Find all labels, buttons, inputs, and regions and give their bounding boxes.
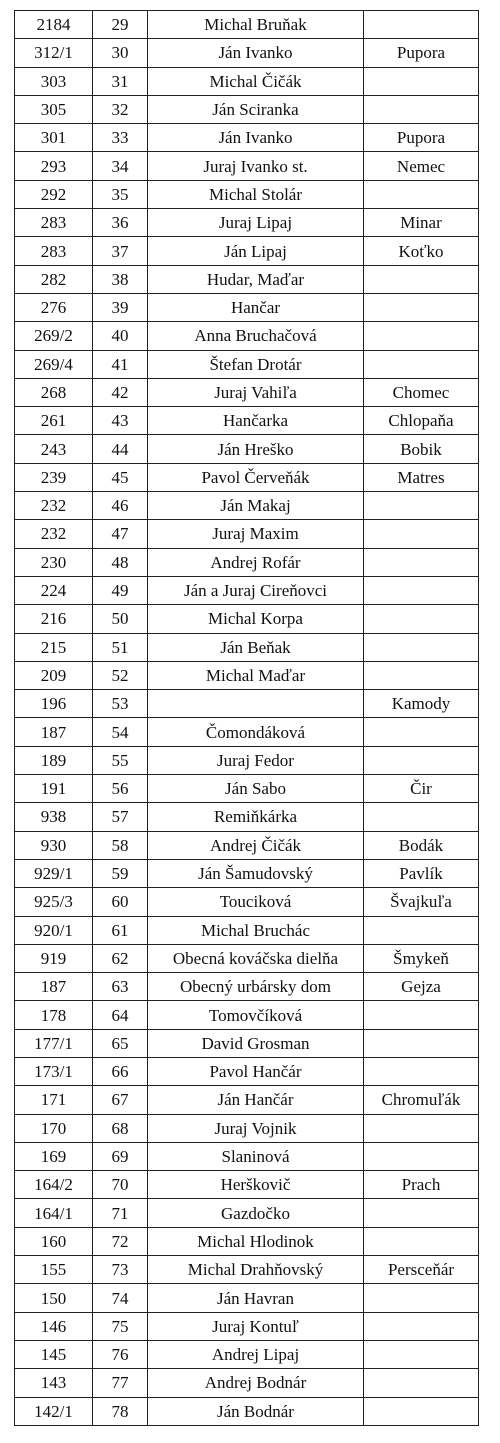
owner-name-cell: Obecná kováčska dielňa (148, 944, 364, 972)
plot-number-cell: 170 (15, 1114, 93, 1142)
owner-name-cell: Michal Stolár (148, 180, 364, 208)
table-row (15, 293, 479, 321)
owner-name-cell: Štefan Drotár (148, 350, 364, 378)
house-number-cell: 60 (93, 888, 148, 916)
plot-number-cell: 216 (15, 605, 93, 633)
table-row (15, 67, 479, 95)
owner-name-cell: Juraj Fedor (148, 746, 364, 774)
nickname-cell (364, 67, 479, 95)
plot-number-cell: 232 (15, 492, 93, 520)
house-number-cell: 47 (93, 520, 148, 548)
owner-name-cell: Ján Ivanko (148, 39, 364, 67)
records-table-body (15, 11, 479, 1426)
owner-name-cell: Ján Bodnár (148, 1397, 364, 1425)
nickname-cell: Gejza (364, 973, 479, 1001)
plot-number-cell: 301 (15, 124, 93, 152)
house-number-cell: 75 (93, 1312, 148, 1340)
house-number-cell: 71 (93, 1199, 148, 1227)
plot-number-cell: 919 (15, 944, 93, 972)
house-number-cell: 43 (93, 407, 148, 435)
house-number-cell: 65 (93, 1029, 148, 1057)
house-number-cell: 48 (93, 548, 148, 576)
plot-number-cell: 160 (15, 1227, 93, 1255)
table-row (15, 775, 479, 803)
plot-number-cell: 142/1 (15, 1397, 93, 1425)
owner-name-cell: Pavol Červeňák (148, 463, 364, 491)
table-row (15, 1001, 479, 1029)
table-row (15, 1086, 479, 1114)
table-row (15, 322, 479, 350)
plot-number-cell: 187 (15, 718, 93, 746)
table-row (15, 1029, 479, 1057)
nickname-cell (364, 293, 479, 321)
table-row (15, 95, 479, 123)
plot-number-cell: 292 (15, 180, 93, 208)
owner-name-cell: Andrej Bodnár (148, 1369, 364, 1397)
nickname-cell: Prach (364, 1171, 479, 1199)
house-number-cell: 74 (93, 1284, 148, 1312)
house-number-cell: 57 (93, 803, 148, 831)
nickname-cell: Bodák (364, 831, 479, 859)
table-row (15, 463, 479, 491)
house-number-cell: 69 (93, 1142, 148, 1170)
table-row (15, 407, 479, 435)
house-number-cell: 50 (93, 605, 148, 633)
house-number-cell: 62 (93, 944, 148, 972)
plot-number-cell: 230 (15, 548, 93, 576)
plot-number-cell: 2184 (15, 11, 93, 39)
house-number-cell: 36 (93, 209, 148, 237)
nickname-cell (364, 1029, 479, 1057)
table-row (15, 803, 479, 831)
plot-number-cell: 269/2 (15, 322, 93, 350)
nickname-cell (364, 1001, 479, 1029)
house-number-cell: 46 (93, 492, 148, 520)
table-row (15, 520, 479, 548)
nickname-cell: Persceňár (364, 1256, 479, 1284)
nickname-cell (364, 605, 479, 633)
nickname-cell (364, 492, 479, 520)
owner-name-cell: Michal Čičák (148, 67, 364, 95)
nickname-cell: Švajkuľa (364, 888, 479, 916)
table-row (15, 152, 479, 180)
table-row (15, 435, 479, 463)
house-number-cell: 31 (93, 67, 148, 95)
table-row (15, 350, 479, 378)
nickname-cell: Pupora (364, 39, 479, 67)
plot-number-cell: 155 (15, 1256, 93, 1284)
table-row (15, 237, 479, 265)
plot-number-cell: 920/1 (15, 916, 93, 944)
owner-name-cell: Herškovič (148, 1171, 364, 1199)
house-number-cell: 39 (93, 293, 148, 321)
owner-name-cell: Michal Korpa (148, 605, 364, 633)
plot-number-cell: 164/2 (15, 1171, 93, 1199)
table-row (15, 1114, 479, 1142)
nickname-cell (364, 633, 479, 661)
nickname-cell (364, 1142, 479, 1170)
plot-number-cell: 191 (15, 775, 93, 803)
nickname-cell: Bobik (364, 435, 479, 463)
nickname-cell (364, 520, 479, 548)
owner-name-cell: Ján Ivanko (148, 124, 364, 152)
plot-number-cell: 269/4 (15, 350, 93, 378)
nickname-cell: Minar (364, 209, 479, 237)
house-number-cell: 45 (93, 463, 148, 491)
owner-name-cell: Anna Bruchačová (148, 322, 364, 350)
house-number-cell: 64 (93, 1001, 148, 1029)
table-row (15, 1199, 479, 1227)
owner-name-cell: David Grosman (148, 1029, 364, 1057)
table-row (15, 944, 479, 972)
owner-name-cell: Čomondáková (148, 718, 364, 746)
house-number-cell: 35 (93, 180, 148, 208)
nickname-cell (364, 803, 479, 831)
owner-name-cell: Juraj Lipaj (148, 209, 364, 237)
owner-name-cell: Obecný urbársky dom (148, 973, 364, 1001)
house-number-cell: 59 (93, 859, 148, 887)
house-number-cell: 44 (93, 435, 148, 463)
plot-number-cell: 209 (15, 661, 93, 689)
table-row (15, 1340, 479, 1368)
owner-name-cell: Juraj Vahiľa (148, 378, 364, 406)
table-row (15, 265, 479, 293)
house-number-cell: 70 (93, 1171, 148, 1199)
owner-name-cell: Ján Lipaj (148, 237, 364, 265)
house-number-cell: 72 (93, 1227, 148, 1255)
nickname-cell (364, 1199, 479, 1227)
nickname-cell (364, 265, 479, 293)
table-row (15, 633, 479, 661)
table-row (15, 11, 479, 39)
owner-name-cell: Gazdočko (148, 1199, 364, 1227)
plot-number-cell: 925/3 (15, 888, 93, 916)
nickname-cell: Nemec (364, 152, 479, 180)
table-row (15, 859, 479, 887)
house-number-cell: 56 (93, 775, 148, 803)
owner-name-cell: Andrej Lipaj (148, 1340, 364, 1368)
plot-number-cell: 196 (15, 690, 93, 718)
table-row (15, 1171, 479, 1199)
nickname-cell (364, 1057, 479, 1085)
table-row (15, 39, 479, 67)
plot-number-cell: 312/1 (15, 39, 93, 67)
table-row (15, 1284, 479, 1312)
owner-name-cell: Pavol Hančár (148, 1057, 364, 1085)
table-row (15, 576, 479, 604)
house-number-cell: 30 (93, 39, 148, 67)
house-number-cell: 67 (93, 1086, 148, 1114)
plot-number-cell: 189 (15, 746, 93, 774)
table-row (15, 1312, 479, 1340)
house-number-cell: 52 (93, 661, 148, 689)
plot-number-cell: 276 (15, 293, 93, 321)
house-number-cell: 58 (93, 831, 148, 859)
owner-name-cell: Juraj Kontuľ (148, 1312, 364, 1340)
nickname-cell (364, 1397, 479, 1425)
nickname-cell (364, 322, 479, 350)
table-row (15, 718, 479, 746)
nickname-cell (364, 1340, 479, 1368)
nickname-cell: Pavlík (364, 859, 479, 887)
house-number-cell: 33 (93, 124, 148, 152)
owner-name-cell: Ján Hreško (148, 435, 364, 463)
plot-number-cell: 293 (15, 152, 93, 180)
house-number-cell: 51 (93, 633, 148, 661)
table-row (15, 1142, 479, 1170)
nickname-cell: Pupora (364, 124, 479, 152)
house-number-cell: 42 (93, 378, 148, 406)
owner-name-cell: Ján Makaj (148, 492, 364, 520)
house-number-cell: 61 (93, 916, 148, 944)
plot-number-cell: 303 (15, 67, 93, 95)
plot-number-cell: 215 (15, 633, 93, 661)
table-row (15, 831, 479, 859)
owner-name-cell: Tomovčíková (148, 1001, 364, 1029)
house-number-cell: 68 (93, 1114, 148, 1142)
nickname-cell (364, 180, 479, 208)
owner-name-cell: Andrej Čičák (148, 831, 364, 859)
house-number-cell: 66 (93, 1057, 148, 1085)
plot-number-cell: 177/1 (15, 1029, 93, 1057)
owner-name-cell: Michal Hlodinok (148, 1227, 364, 1255)
table-row (15, 661, 479, 689)
owner-name-cell: Remiňkárka (148, 803, 364, 831)
house-number-cell: 40 (93, 322, 148, 350)
owner-name-cell: Hančarka (148, 407, 364, 435)
nickname-cell (364, 916, 479, 944)
house-number-cell: 63 (93, 973, 148, 1001)
nickname-cell: Koťko (364, 237, 479, 265)
house-number-cell: 38 (93, 265, 148, 293)
table-row (15, 124, 479, 152)
table-row (15, 180, 479, 208)
house-number-cell: 78 (93, 1397, 148, 1425)
owner-name-cell (148, 690, 364, 718)
owner-name-cell: Touciková (148, 888, 364, 916)
plot-number-cell: 178 (15, 1001, 93, 1029)
table-row (15, 1397, 479, 1425)
owner-name-cell: Ján Beňak (148, 633, 364, 661)
house-number-cell: 73 (93, 1256, 148, 1284)
nickname-cell: Šmykeň (364, 944, 479, 972)
plot-number-cell: 283 (15, 237, 93, 265)
house-number-cell: 34 (93, 152, 148, 180)
nickname-cell (364, 1369, 479, 1397)
house-number-cell: 55 (93, 746, 148, 774)
owner-name-cell: Slaninová (148, 1142, 364, 1170)
owner-name-cell: Hančar (148, 293, 364, 321)
plot-number-cell: 268 (15, 378, 93, 406)
house-number-cell: 76 (93, 1340, 148, 1368)
plot-number-cell: 305 (15, 95, 93, 123)
plot-number-cell: 169 (15, 1142, 93, 1170)
plot-number-cell: 187 (15, 973, 93, 1001)
house-number-cell: 37 (93, 237, 148, 265)
table-row (15, 492, 479, 520)
table-row (15, 605, 479, 633)
plot-number-cell: 929/1 (15, 859, 93, 887)
table-row (15, 209, 479, 237)
house-number-cell: 29 (93, 11, 148, 39)
house-number-cell: 49 (93, 576, 148, 604)
house-number-cell: 53 (93, 690, 148, 718)
nickname-cell (364, 548, 479, 576)
plot-number-cell: 239 (15, 463, 93, 491)
table-row (15, 973, 479, 1001)
table-row (15, 378, 479, 406)
records-table (14, 10, 479, 1426)
table-row (15, 1227, 479, 1255)
plot-number-cell: 145 (15, 1340, 93, 1368)
owner-name-cell: Juraj Vojnik (148, 1114, 364, 1142)
owner-name-cell: Michal Drahňovský (148, 1256, 364, 1284)
owner-name-cell: Ján a Juraj Cireňovci (148, 576, 364, 604)
nickname-cell (364, 576, 479, 604)
nickname-cell: Chlopaňa (364, 407, 479, 435)
plot-number-cell: 283 (15, 209, 93, 237)
plot-number-cell: 282 (15, 265, 93, 293)
house-number-cell: 54 (93, 718, 148, 746)
document-page (14, 10, 478, 1426)
table-row (15, 916, 479, 944)
plot-number-cell: 143 (15, 1369, 93, 1397)
plot-number-cell: 146 (15, 1312, 93, 1340)
nickname-cell (364, 661, 479, 689)
table-row (15, 690, 479, 718)
table-row (15, 548, 479, 576)
plot-number-cell: 224 (15, 576, 93, 604)
plot-number-cell: 171 (15, 1086, 93, 1114)
owner-name-cell: Michal Bruchác (148, 916, 364, 944)
owner-name-cell: Ján Sciranka (148, 95, 364, 123)
owner-name-cell: Ján Sabo (148, 775, 364, 803)
plot-number-cell: 261 (15, 407, 93, 435)
owner-name-cell: Michal Bruňak (148, 11, 364, 39)
owner-name-cell: Juraj Ivanko st. (148, 152, 364, 180)
nickname-cell: Matres (364, 463, 479, 491)
house-number-cell: 41 (93, 350, 148, 378)
table-row (15, 888, 479, 916)
plot-number-cell: 164/1 (15, 1199, 93, 1227)
nickname-cell (364, 746, 479, 774)
nickname-cell: Čir (364, 775, 479, 803)
nickname-cell (364, 718, 479, 746)
plot-number-cell: 938 (15, 803, 93, 831)
nickname-cell (364, 1284, 479, 1312)
plot-number-cell: 173/1 (15, 1057, 93, 1085)
table-row (15, 1057, 479, 1085)
plot-number-cell: 930 (15, 831, 93, 859)
house-number-cell: 32 (93, 95, 148, 123)
nickname-cell: Chromuľák (364, 1086, 479, 1114)
table-row (15, 1369, 479, 1397)
table-row (15, 746, 479, 774)
owner-name-cell: Ján Šamudovský (148, 859, 364, 887)
owner-name-cell: Ján Hančár (148, 1086, 364, 1114)
plot-number-cell: 150 (15, 1284, 93, 1312)
nickname-cell: Chomec (364, 378, 479, 406)
owner-name-cell: Ján Havran (148, 1284, 364, 1312)
table-row (15, 1256, 479, 1284)
plot-number-cell: 243 (15, 435, 93, 463)
nickname-cell (364, 95, 479, 123)
nickname-cell: Kamody (364, 690, 479, 718)
nickname-cell (364, 1227, 479, 1255)
nickname-cell (364, 1114, 479, 1142)
nickname-cell (364, 350, 479, 378)
nickname-cell (364, 1312, 479, 1340)
owner-name-cell: Hudar, Maďar (148, 265, 364, 293)
house-number-cell: 77 (93, 1369, 148, 1397)
owner-name-cell: Juraj Maxim (148, 520, 364, 548)
owner-name-cell: Andrej Rofár (148, 548, 364, 576)
owner-name-cell: Michal Maďar (148, 661, 364, 689)
nickname-cell (364, 11, 479, 39)
plot-number-cell: 232 (15, 520, 93, 548)
